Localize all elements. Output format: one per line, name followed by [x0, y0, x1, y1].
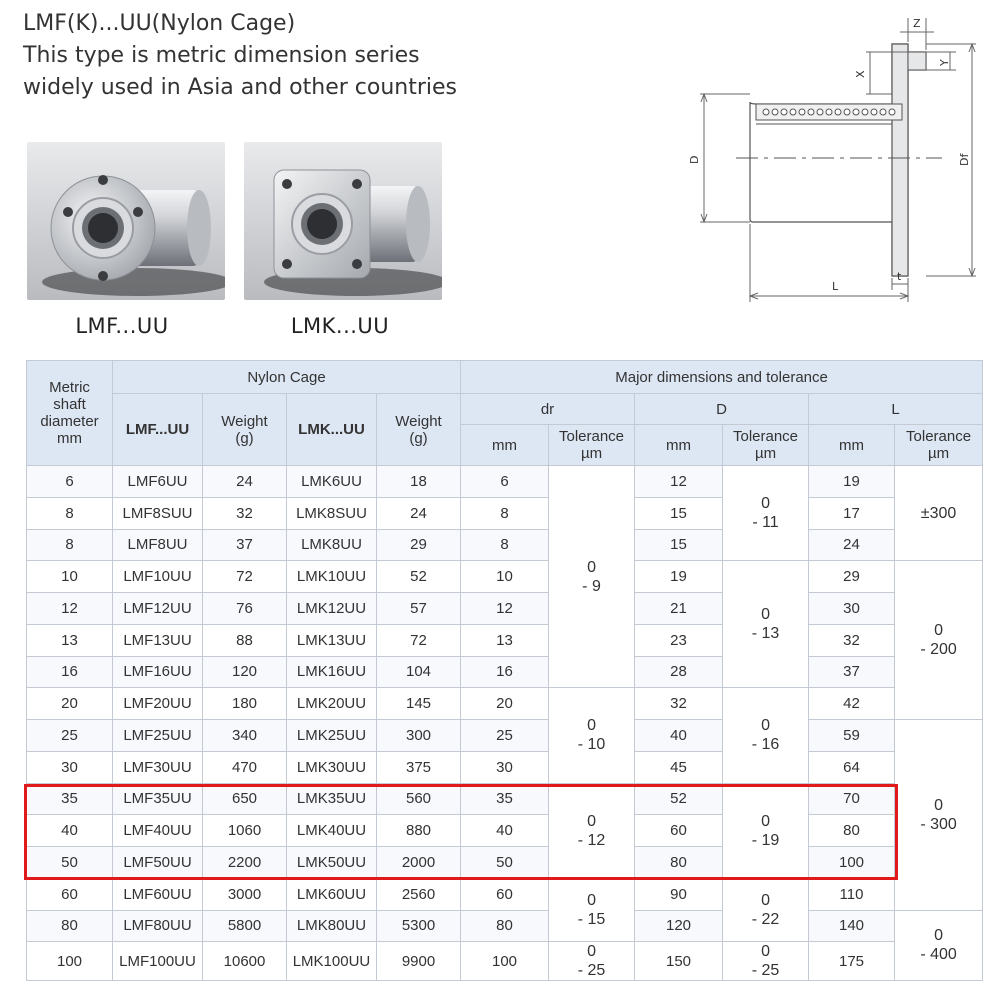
lmf-weight-cell: 37	[203, 529, 287, 561]
header-dr-mm: mm	[461, 425, 549, 466]
header-d-mm: mm	[635, 425, 723, 466]
lmk-model-cell: LMK25UU	[287, 720, 377, 752]
d-tolerance-cell: 0 - 22	[723, 878, 809, 942]
dr-mm-cell: 8	[461, 529, 549, 561]
d-mm-cell: 28	[635, 656, 723, 688]
lmf-model-cell: LMF60UU	[113, 878, 203, 910]
dr-tolerance-cell: 0 - 10	[549, 688, 635, 783]
shaft-diameter-cell: 20	[27, 688, 113, 720]
l-mm-cell: 100	[809, 847, 895, 879]
lmk-model-cell: LMK13UU	[287, 624, 377, 656]
table-row	[27, 593, 983, 625]
table-row	[27, 783, 983, 815]
lmf-weight-cell: 5800	[203, 910, 287, 942]
dr-mm-cell: 40	[461, 815, 549, 847]
dr-mm-cell: 25	[461, 720, 549, 752]
shaft-diameter-cell: 16	[27, 656, 113, 688]
d-mm-cell: 120	[635, 910, 723, 942]
table-row	[27, 561, 983, 593]
header-d: D	[635, 394, 809, 425]
lmf-model-cell: LMF8UU	[113, 529, 203, 561]
shaft-diameter-cell: 60	[27, 878, 113, 910]
dr-mm-cell: 6	[461, 466, 549, 498]
dr-mm-cell: 100	[461, 942, 549, 981]
header-l: L	[809, 394, 983, 425]
l-mm-cell: 64	[809, 751, 895, 783]
diagram-label-d: D	[688, 155, 701, 164]
dr-tolerance-cell: 0 - 25	[549, 942, 635, 981]
l-mm-cell: 59	[809, 720, 895, 752]
lmf-weight-cell: 650	[203, 783, 287, 815]
l-mm-cell: 30	[809, 593, 895, 625]
page-title: LMF(K)...UU(Nylon Cage)	[23, 11, 296, 36]
lmk-model-cell: LMK20UU	[287, 688, 377, 720]
lmf-model-cell: LMF30UU	[113, 751, 203, 783]
header-lmk-weight: Weight (g)	[377, 394, 461, 466]
l-mm-cell: 80	[809, 815, 895, 847]
lmk-product-image	[244, 142, 442, 300]
lmf-weight-cell: 76	[203, 593, 287, 625]
l-mm-cell: 32	[809, 624, 895, 656]
d-mm-cell: 80	[635, 847, 723, 879]
d-mm-cell: 45	[635, 751, 723, 783]
lmk-weight-cell: 72	[377, 624, 461, 656]
shaft-diameter-cell: 40	[27, 815, 113, 847]
shaft-diameter-cell: 35	[27, 783, 113, 815]
header-l-mm: mm	[809, 425, 895, 466]
lmf-weight-cell: 24	[203, 466, 287, 498]
lmk-model-cell: LMK8UU	[287, 529, 377, 561]
l-mm-cell: 37	[809, 656, 895, 688]
lmf-weight-cell: 32	[203, 497, 287, 529]
dr-mm-cell: 20	[461, 688, 549, 720]
dr-mm-cell: 12	[461, 593, 549, 625]
shaft-diameter-cell: 10	[27, 561, 113, 593]
table-row	[27, 466, 983, 498]
d-tolerance-cell: 0 - 25	[723, 942, 809, 981]
table-row	[27, 529, 983, 561]
lmf-model-cell: LMF25UU	[113, 720, 203, 752]
shaft-diameter-cell: 12	[27, 593, 113, 625]
lmf-weight-cell: 10600	[203, 942, 287, 981]
intro-line-1: This type is metric dimension series	[23, 43, 420, 68]
lmf-model-cell: LMF80UU	[113, 910, 203, 942]
bearing-dimension-diagram	[680, 14, 980, 306]
lmf-model-cell: LMF35UU	[113, 783, 203, 815]
d-mm-cell: 60	[635, 815, 723, 847]
lmk-weight-cell: 880	[377, 815, 461, 847]
header-nylon-cage: Nylon Cage	[113, 361, 461, 394]
d-mm-cell: 52	[635, 783, 723, 815]
d-mm-cell: 40	[635, 720, 723, 752]
table-row	[27, 847, 983, 879]
diagram-label-t: t	[897, 270, 902, 283]
d-mm-cell: 21	[635, 593, 723, 625]
l-tolerance-cell: 0 - 200	[895, 561, 983, 720]
table-body	[27, 466, 983, 981]
lmk-model-cell: LMK8SUU	[287, 497, 377, 529]
dr-tolerance-cell: 0 - 15	[549, 878, 635, 942]
lmk-weight-cell: 18	[377, 466, 461, 498]
lmf-product-image	[27, 142, 225, 300]
dr-tolerance-cell: 0 - 9	[549, 466, 635, 688]
shaft-diameter-cell: 30	[27, 751, 113, 783]
d-mm-cell: 19	[635, 561, 723, 593]
dr-mm-cell: 60	[461, 878, 549, 910]
lmf-model-cell: LMF40UU	[113, 815, 203, 847]
lmk-weight-cell: 560	[377, 783, 461, 815]
lmk-model-cell: LMK50UU	[287, 847, 377, 879]
lmf-weight-cell: 180	[203, 688, 287, 720]
lmk-product-label: LMK...UU	[290, 314, 390, 338]
lmf-weight-cell: 120	[203, 656, 287, 688]
header-shaft-diameter: Metric shaft diameter mm	[27, 361, 113, 466]
specification-table	[26, 360, 983, 981]
l-tolerance-cell: ±300	[895, 466, 983, 561]
shaft-diameter-cell: 13	[27, 624, 113, 656]
lmf-model-cell: LMF12UU	[113, 593, 203, 625]
lmk-weight-cell: 29	[377, 529, 461, 561]
shaft-diameter-cell: 6	[27, 466, 113, 498]
lmk-weight-cell: 375	[377, 751, 461, 783]
dr-mm-cell: 80	[461, 910, 549, 942]
table-row	[27, 688, 983, 720]
lmk-model-cell: LMK40UU	[287, 815, 377, 847]
header-lmk-model: LMK...UU	[287, 394, 377, 466]
dr-mm-cell: 13	[461, 624, 549, 656]
table-row	[27, 751, 983, 783]
dr-mm-cell: 35	[461, 783, 549, 815]
table-row	[27, 624, 983, 656]
d-mm-cell: 15	[635, 497, 723, 529]
lmf-weight-cell: 470	[203, 751, 287, 783]
lmk-model-cell: LMK10UU	[287, 561, 377, 593]
d-mm-cell: 32	[635, 688, 723, 720]
table-row	[27, 815, 983, 847]
table-row	[27, 910, 983, 942]
lmk-weight-cell: 145	[377, 688, 461, 720]
d-tolerance-cell: 0 - 19	[723, 783, 809, 878]
lmf-model-cell: LMF50UU	[113, 847, 203, 879]
d-mm-cell: 15	[635, 529, 723, 561]
lmk-weight-cell: 2000	[377, 847, 461, 879]
header-d-tolerance: Tolerance µm	[723, 425, 809, 466]
shaft-diameter-cell: 8	[27, 497, 113, 529]
d-mm-cell: 23	[635, 624, 723, 656]
lmk-model-cell: LMK12UU	[287, 593, 377, 625]
l-mm-cell: 24	[809, 529, 895, 561]
shaft-diameter-cell: 25	[27, 720, 113, 752]
lmk-weight-cell: 2560	[377, 878, 461, 910]
lmf-model-cell: LMF10UU	[113, 561, 203, 593]
dr-mm-cell: 30	[461, 751, 549, 783]
lmf-model-cell: LMF100UU	[113, 942, 203, 981]
lmk-model-cell: LMK6UU	[287, 466, 377, 498]
lmf-weight-cell: 88	[203, 624, 287, 656]
lmk-model-cell: LMK80UU	[287, 910, 377, 942]
diagram-label-l: L	[832, 280, 839, 293]
header-lmf-weight: Weight (g)	[203, 394, 287, 466]
d-tolerance-cell: 0 - 11	[723, 466, 809, 561]
table-row	[27, 720, 983, 752]
lmf-weight-cell: 2200	[203, 847, 287, 879]
d-tolerance-cell: 0 - 13	[723, 561, 809, 688]
lmk-model-cell: LMK60UU	[287, 878, 377, 910]
l-mm-cell: 17	[809, 497, 895, 529]
l-mm-cell: 42	[809, 688, 895, 720]
header-major-dimensions: Major dimensions and tolerance	[461, 361, 983, 394]
lmk-model-cell: LMK100UU	[287, 942, 377, 981]
lmk-weight-cell: 300	[377, 720, 461, 752]
shaft-diameter-cell: 8	[27, 529, 113, 561]
l-mm-cell: 175	[809, 942, 895, 981]
lmk-model-cell: LMK35UU	[287, 783, 377, 815]
dr-tolerance-cell: 0 - 12	[549, 783, 635, 878]
lmf-model-cell: LMF6UU	[113, 466, 203, 498]
lmf-model-cell: LMF16UU	[113, 656, 203, 688]
l-tolerance-cell: 0 - 300	[895, 720, 983, 911]
lmf-model-cell: LMF13UU	[113, 624, 203, 656]
lmk-model-cell: LMK30UU	[287, 751, 377, 783]
d-mm-cell: 12	[635, 466, 723, 498]
lmk-weight-cell: 24	[377, 497, 461, 529]
table-row	[27, 942, 983, 981]
l-mm-cell: 140	[809, 910, 895, 942]
lmf-model-cell: LMF20UU	[113, 688, 203, 720]
d-mm-cell: 90	[635, 878, 723, 910]
shaft-diameter-cell: 100	[27, 942, 113, 981]
d-tolerance-cell: 0 - 16	[723, 688, 809, 783]
diagram-label-df: Df	[958, 153, 971, 166]
lmf-weight-cell: 340	[203, 720, 287, 752]
lmf-weight-cell: 72	[203, 561, 287, 593]
dr-mm-cell: 50	[461, 847, 549, 879]
l-mm-cell: 29	[809, 561, 895, 593]
shaft-diameter-cell: 80	[27, 910, 113, 942]
diagram-label-x: X	[854, 70, 867, 78]
l-mm-cell: 110	[809, 878, 895, 910]
lmf-product-label: LMF...UU	[75, 314, 169, 338]
shaft-diameter-cell: 50	[27, 847, 113, 879]
table-row	[27, 497, 983, 529]
lmk-weight-cell: 5300	[377, 910, 461, 942]
table-row	[27, 878, 983, 910]
table-row	[27, 656, 983, 688]
lmf-model-cell: LMF8SUU	[113, 497, 203, 529]
lmk-weight-cell: 104	[377, 656, 461, 688]
lmk-model-cell: LMK16UU	[287, 656, 377, 688]
lmk-weight-cell: 52	[377, 561, 461, 593]
header-l-tolerance: Tolerance µm	[895, 425, 983, 466]
header-dr-tolerance: Tolerance µm	[549, 425, 635, 466]
diagram-label-z: Z	[913, 17, 921, 30]
l-tolerance-cell: 0 - 400	[895, 910, 983, 981]
intro-text	[23, 8, 457, 104]
dr-mm-cell: 10	[461, 561, 549, 593]
l-mm-cell: 70	[809, 783, 895, 815]
d-mm-cell: 150	[635, 942, 723, 981]
lmf-weight-cell: 1060	[203, 815, 287, 847]
lmf-weight-cell: 3000	[203, 878, 287, 910]
lmk-weight-cell: 57	[377, 593, 461, 625]
dr-mm-cell: 8	[461, 497, 549, 529]
l-mm-cell: 19	[809, 466, 895, 498]
lmk-weight-cell: 9900	[377, 942, 461, 981]
intro-line-2: widely used in Asia and other countries	[23, 75, 457, 100]
dr-mm-cell: 16	[461, 656, 549, 688]
header-lmf-model: LMF...UU	[113, 394, 203, 466]
header-dr: dr	[461, 394, 635, 425]
diagram-label-y: Y	[938, 59, 951, 66]
